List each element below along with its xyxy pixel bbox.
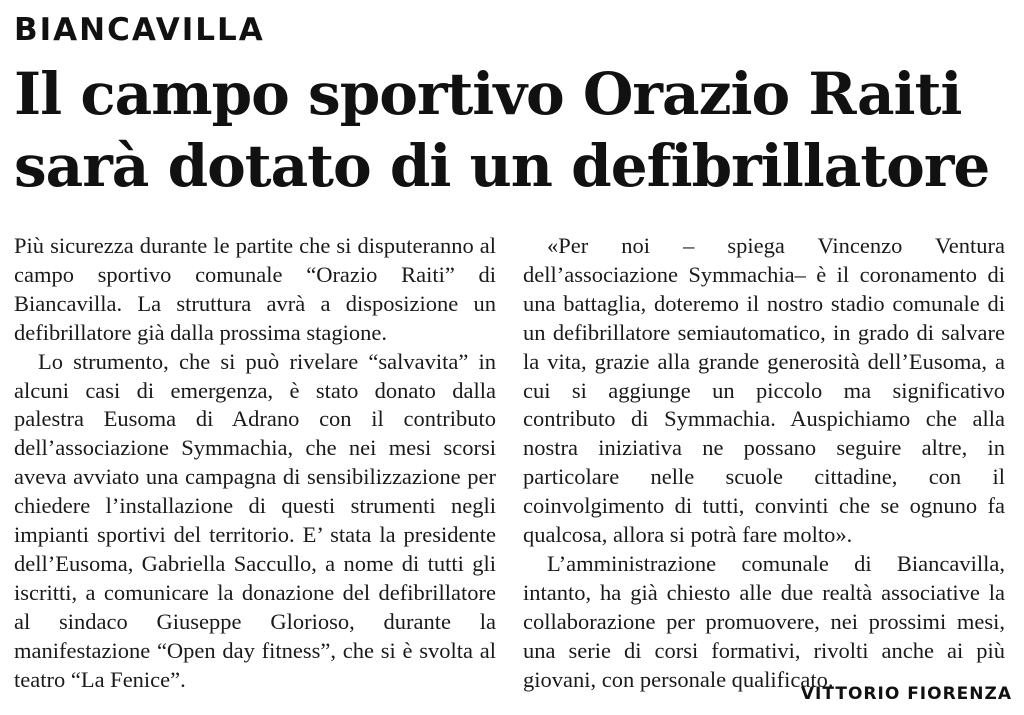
paragraph: «Per noi – spiega Vincenzo Ventura dell’associazione Symmachia– è il coronamento di una battaglia, doteremo il nostro stadio comunale di un defibrillatore semiautomatico, in grado di salvare la vita, grazie alla grande generosità dell’Eusoma, a cui si aggiunge un piccolo ma significativo contributo di Symmachia. Auspichiamo che alla nostra iniziativa ne possano seguire altre, in particolare nelle scuole cittadine, con il coinvolgimento di tutti, convinti che se ognuno fa qualcosa, allora si potrà fare molto». <box>523 233 1005 548</box>
paragraph: Lo strumento, che si può rivelare “salvavita” in alcuni casi di emergenza, è stato donato dalla palestra Eusoma di Adrano con il contributo dell’associazione Symmachia, che nei mesi scorsi aveva avviato una campagna di sensibilizzazione per chiedere l’installazione di questi strumenti negli impianti sportivi del territorio. E’ stata la presidente dell’Eusoma, Gabriella Saccullo, a nome di tutti gli iscritti, a comunicare la donazione del defibrillatore al sindaco Giuseppe Glorioso, durante la manifestazione “Open day fitness”, che si è svolta al teatro “La Fenice”. <box>14 348 496 692</box>
section-kicker: BIANCAVILLA <box>14 12 265 48</box>
article-column-left <box>14 232 496 695</box>
paragraph: L’amministrazione comunale di Biancavilla, intanto, ha già chiesto alle due realtà associative la collaborazione per promuovere, nei prossimi mesi, una serie di corsi formativi, rivolti anche ai più giovani, con personale qualificato. <box>523 550 1005 692</box>
headline-line-1: Il campo sportivo Orazio Raiti <box>14 60 962 128</box>
article-headline <box>14 58 1014 202</box>
headline-line-2: sarà dotato di un defibrillatore <box>14 132 990 200</box>
article-column-right <box>523 232 1005 695</box>
author-byline: VITTORIO FIORENZA <box>800 684 1012 704</box>
paragraph: Più sicurezza durante le partite che si disputeranno al campo sportivo comunale “Orazio Raiti” di Biancavilla. La struttura avrà a disposizione un defibrillatore già dalla prossima stagione. <box>14 233 496 345</box>
